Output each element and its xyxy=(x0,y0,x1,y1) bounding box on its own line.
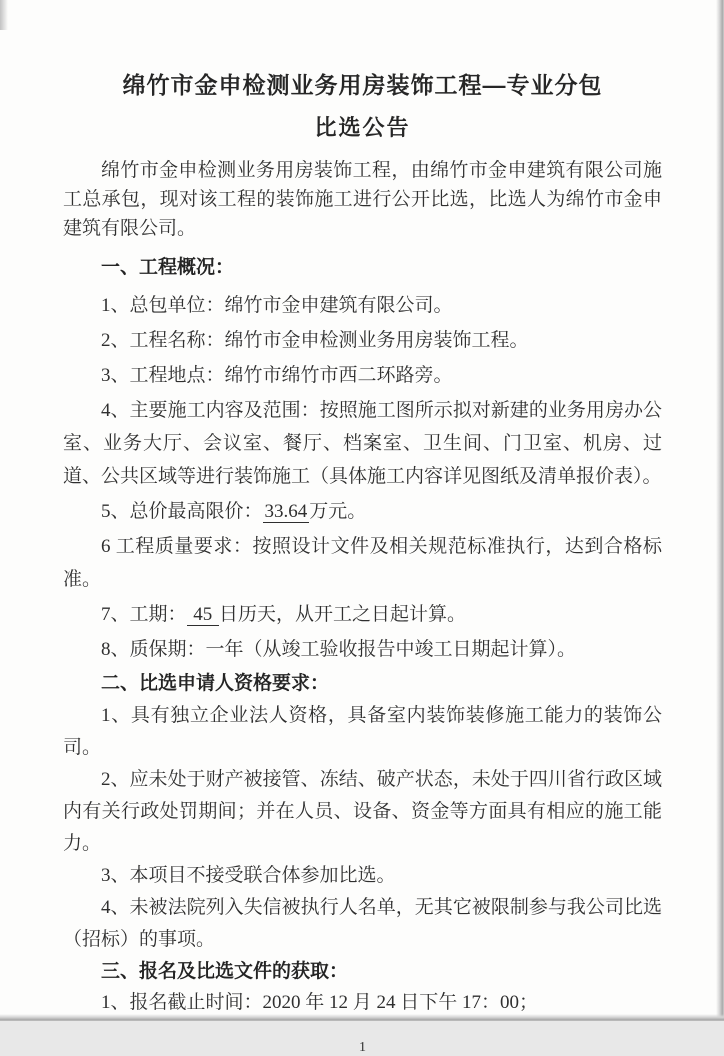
list-item xyxy=(63,289,662,322)
list-item xyxy=(63,394,662,493)
underlined-value: 45 xyxy=(188,604,218,625)
item-text: 2、应未处于财产被接管、冻结、破产状态，未处于四川省行政区域内有关行政处罚期间；并在人员、设备、资金等方面具有相应的施工能力。 xyxy=(63,769,662,854)
document-title-line1: 绵竹市金申检测业务用房装饰工程—专业分包 xyxy=(122,72,603,98)
list-item xyxy=(63,495,662,528)
list-item xyxy=(63,700,662,764)
scan-edge-bottom xyxy=(0,1014,724,1021)
page-number: 1 xyxy=(359,1040,366,1055)
item-text: 5、总价最高限价： xyxy=(101,501,263,522)
underlined-value: 33.64 xyxy=(264,501,308,522)
item-text: 日历天，从开工之日起计算。 xyxy=(219,604,467,625)
scan-edge-top-left xyxy=(0,0,8,30)
intro-paragraph: 绵竹市金申检测业务用房装饰工程，由绵竹市金申建筑有限公司施工总承包，现对该工程的装饰施工进行公开比选，比选人为绵竹市金申建筑有限公司。 xyxy=(63,160,662,239)
section-project-overview xyxy=(63,251,662,666)
section-heading: 二、比选申请人资格要求： xyxy=(101,673,330,694)
list-item xyxy=(63,598,662,631)
item-text: 1、总包单位：绵竹市金申建筑有限公司。 xyxy=(101,295,453,316)
document-title-line2: 比选公告 xyxy=(314,115,411,140)
item-text: 3、本项目不接受联合体参加比选。 xyxy=(101,865,396,886)
item-text: 4、主要施工内容及范围：按照施工图所示拟对新建的业务用房办公室、业务大厅、会议室、餐厅、档案室、卫生间、门卫室、机房、过道、公共区域等进行装饰施工（具体施工内容详见图纸及清单报价表）。 xyxy=(63,400,662,487)
list-item xyxy=(63,530,662,596)
list-item xyxy=(63,633,662,666)
section-applicant-qualifications xyxy=(63,668,662,956)
list-item xyxy=(63,860,662,892)
item-text: 7、工期： xyxy=(101,604,187,625)
section-heading: 三、报名及比选文件的获取： xyxy=(101,961,349,982)
list-item xyxy=(63,324,662,357)
item-text: 2、工程名称：绵竹市金申检测业务用房装饰工程。 xyxy=(101,330,529,351)
list-item xyxy=(63,359,662,392)
item-text: 1、报名截止时间：2020 年 12 月 24 日下午 17：00； xyxy=(101,992,539,1013)
item-text: 3、工程地点：绵竹市绵竹市西二环路旁。 xyxy=(101,365,453,386)
item-text: 8、质保期：一年（从竣工验收报告中竣工日期起计算）。 xyxy=(101,639,577,660)
scan-edge-right xyxy=(716,0,724,1021)
list-item xyxy=(63,892,662,956)
item-text: 4、未被法院列入失信被执行人名单，无其它被限制参与我公司比选（招标）的事项。 xyxy=(63,897,662,950)
item-text: 6 工程质量要求：按照设计文件及相关规范标准执行，达到合格标准。 xyxy=(63,536,662,590)
item-text: 1、具有独立企业法人资格，具备室内装饰装修施工能力的装饰公司。 xyxy=(63,705,662,758)
section-heading: 一、工程概况： xyxy=(101,257,235,278)
section-registration-and-documents xyxy=(63,956,662,1018)
item-text: 万元。 xyxy=(309,501,367,522)
list-item xyxy=(63,764,662,860)
